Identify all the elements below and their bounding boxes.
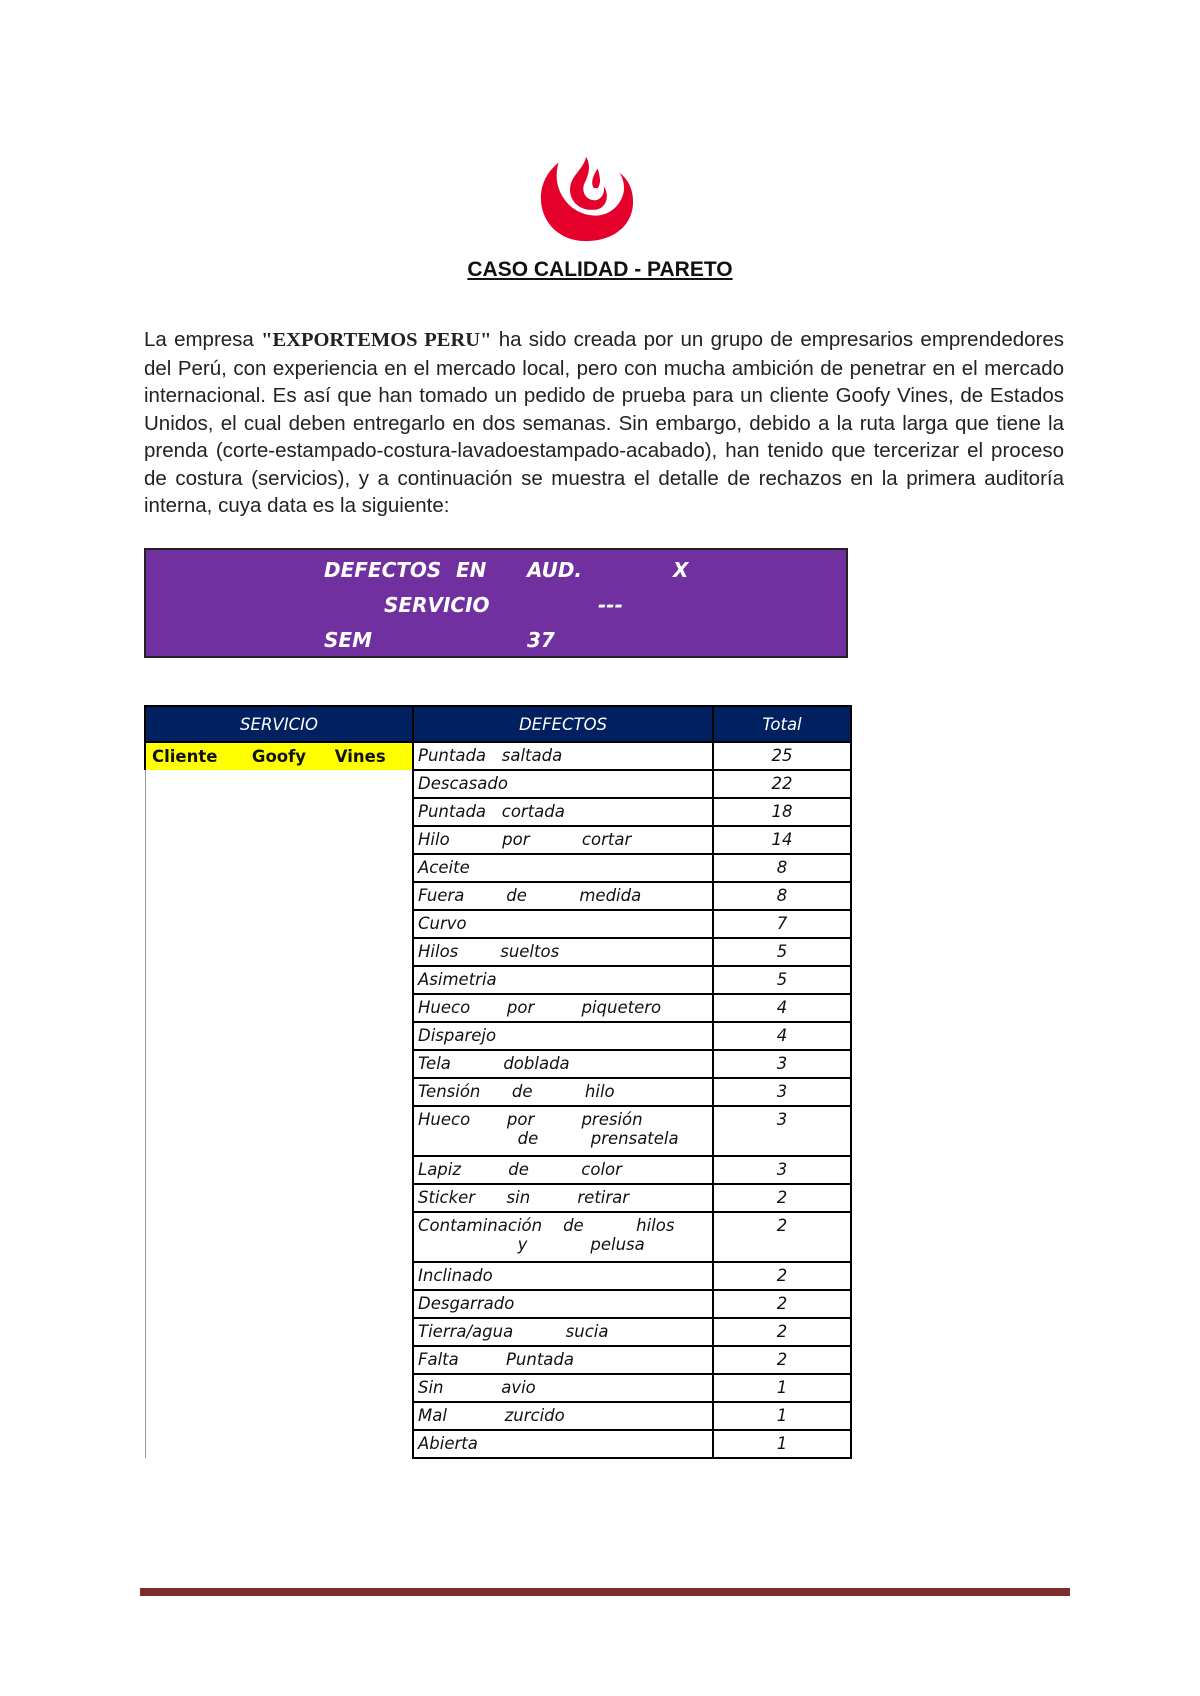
total-cell: 4 (713, 1022, 851, 1050)
total-cell: 2 (713, 1212, 851, 1262)
servicio-empty-cell (145, 1318, 413, 1346)
defect-cell: Tierra/agua sucia (413, 1318, 713, 1346)
defect-cell: Abierta (413, 1430, 713, 1458)
defect-cell: Lapiz de color (413, 1156, 713, 1184)
total-cell: 8 (713, 854, 851, 882)
header-defectos: DEFECTOS (413, 706, 713, 742)
table-row (145, 1374, 851, 1402)
defect-cell: Falta Puntada (413, 1346, 713, 1374)
table-row (145, 1290, 851, 1318)
total-cell: 5 (713, 966, 851, 994)
servicio-empty-cell (145, 994, 413, 1022)
defect-cell: Curvo (413, 910, 713, 938)
defect-cell: Sin avio (413, 1374, 713, 1402)
header-servicio: SERVICIO (145, 706, 413, 742)
defects-table (144, 705, 852, 1459)
banner-sem-value: 37 (527, 628, 555, 652)
intro-paragraph (144, 326, 1064, 520)
total-cell: 25 (713, 742, 851, 770)
intro-text-start: La empresa (144, 328, 262, 351)
table-row (145, 910, 851, 938)
table-header-row (145, 706, 851, 742)
table-row (145, 1106, 851, 1156)
table-row (145, 1402, 851, 1430)
total-cell: 22 (713, 770, 851, 798)
header-total: Total (713, 706, 851, 742)
table-body (145, 742, 851, 1458)
defect-cell: Hilo por cortar (413, 826, 713, 854)
defect-cell: Hueco por presión de prensatela (413, 1106, 713, 1156)
university-flame-logo-icon (537, 146, 635, 246)
total-cell: 1 (713, 1402, 851, 1430)
total-cell: 3 (713, 1050, 851, 1078)
total-cell: 3 (713, 1156, 851, 1184)
servicio-empty-cell (145, 1430, 413, 1458)
total-cell: 7 (713, 910, 851, 938)
servicio-empty-cell (145, 910, 413, 938)
total-cell: 2 (713, 1262, 851, 1290)
servicio-empty-cell (145, 966, 413, 994)
servicio-empty-cell (145, 938, 413, 966)
total-cell: 4 (713, 994, 851, 1022)
defect-cell: Contaminación de hilos y pelusa (413, 1212, 713, 1262)
table-row (145, 798, 851, 826)
defect-cell: Puntada cortada (413, 798, 713, 826)
total-cell: 3 (713, 1078, 851, 1106)
banner-dashes: --- (598, 593, 623, 617)
intro-text-rest: ha sido creada por un grupo de empresarios emprendedores del Perú, con experiencia en el mercado local, pero con mucha ambición de penetrar en el mercado internacional. Es así que han tomado un pedido de prueba para un cliente Goofy Vines, de Estados Unidos, el cual deben entregarlo en dos semanas. Sin embargo, debido a la ruta larga que tiene la prenda (corte-estampado-costura-lavadoestampado-acabado), han tenido que tercerizar el proceso de costura (servicios), y a continuación se muestra el detalle de rechazos en la primera auditoría interna, cuya data es la siguiente: (144, 328, 1065, 517)
table-row (145, 854, 851, 882)
banner-en: EN (456, 558, 487, 582)
footer-divider (140, 1588, 1070, 1596)
defect-cell: Tensión de hilo (413, 1078, 713, 1106)
defect-cell: Descasado (413, 770, 713, 798)
servicio-empty-cell (145, 854, 413, 882)
total-cell: 2 (713, 1290, 851, 1318)
document-title: CASO CALIDAD - PARETO (467, 258, 733, 281)
total-cell: 8 (713, 882, 851, 910)
total-cell: 3 (713, 1106, 851, 1156)
servicio-empty-cell (145, 1374, 413, 1402)
servicio-empty-cell (145, 1050, 413, 1078)
defect-cell: Sticker sin retirar (413, 1184, 713, 1212)
total-cell: 18 (713, 798, 851, 826)
defect-cell: Asimetria (413, 966, 713, 994)
total-cell: 2 (713, 1318, 851, 1346)
table-row (145, 1318, 851, 1346)
banner-sem: SEM (324, 628, 372, 652)
defect-cell: Tela doblada (413, 1050, 713, 1078)
total-cell: 2 (713, 1184, 851, 1212)
defect-cell: Hueco por piquetero (413, 994, 713, 1022)
table-row (145, 1212, 851, 1262)
servicio-empty-cell (145, 1078, 413, 1106)
servicio-empty-cell (145, 1106, 413, 1156)
defect-cell: Hilos sueltos (413, 938, 713, 966)
total-cell: 14 (713, 826, 851, 854)
table-row (145, 1262, 851, 1290)
table-row (145, 742, 851, 770)
servicio-empty-cell (145, 1290, 413, 1318)
defect-cell: Inclinado (413, 1262, 713, 1290)
table-row (145, 1346, 851, 1374)
defect-cell: Aceite (413, 854, 713, 882)
servicio-empty-cell (145, 1184, 413, 1212)
defect-cell: Mal zurcido (413, 1402, 713, 1430)
table-row (145, 826, 851, 854)
table-row (145, 1430, 851, 1458)
banner-x: X (673, 558, 689, 582)
servicio-empty-cell (145, 1346, 413, 1374)
table-row (145, 1156, 851, 1184)
table-row (145, 938, 851, 966)
defect-cell: Fuera de medida (413, 882, 713, 910)
table-row (145, 1022, 851, 1050)
total-cell: 1 (713, 1430, 851, 1458)
servicio-empty-cell (145, 1212, 413, 1262)
servicio-empty-cell (145, 882, 413, 910)
servicio-empty-cell (145, 1022, 413, 1050)
client-name-cell: Cliente Goofy Vines (145, 742, 413, 770)
total-cell: 1 (713, 1374, 851, 1402)
total-cell: 5 (713, 938, 851, 966)
defect-cell: Desgarrado (413, 1290, 713, 1318)
table-row (145, 1050, 851, 1078)
table-row (145, 966, 851, 994)
total-cell: 2 (713, 1346, 851, 1374)
banner-aud: AUD. (527, 558, 583, 582)
table-row (145, 1078, 851, 1106)
table-row (145, 1184, 851, 1212)
table-row (145, 994, 851, 1022)
servicio-empty-cell (145, 1262, 413, 1290)
banner-servicio: SERVICIO (384, 593, 490, 617)
banner-defectos: DEFECTOS (324, 558, 442, 582)
summary-banner (144, 548, 848, 658)
servicio-empty-cell (145, 826, 413, 854)
servicio-empty-cell (145, 1156, 413, 1184)
company-name: "EXPORTEMOS PERU" (261, 329, 492, 351)
defect-cell: Disparejo (413, 1022, 713, 1050)
defect-cell: Puntada saltada (413, 742, 713, 770)
servicio-empty-cell (145, 798, 413, 826)
servicio-empty-cell (145, 770, 413, 798)
table-row (145, 882, 851, 910)
table-row (145, 770, 851, 798)
servicio-empty-cell (145, 1402, 413, 1430)
